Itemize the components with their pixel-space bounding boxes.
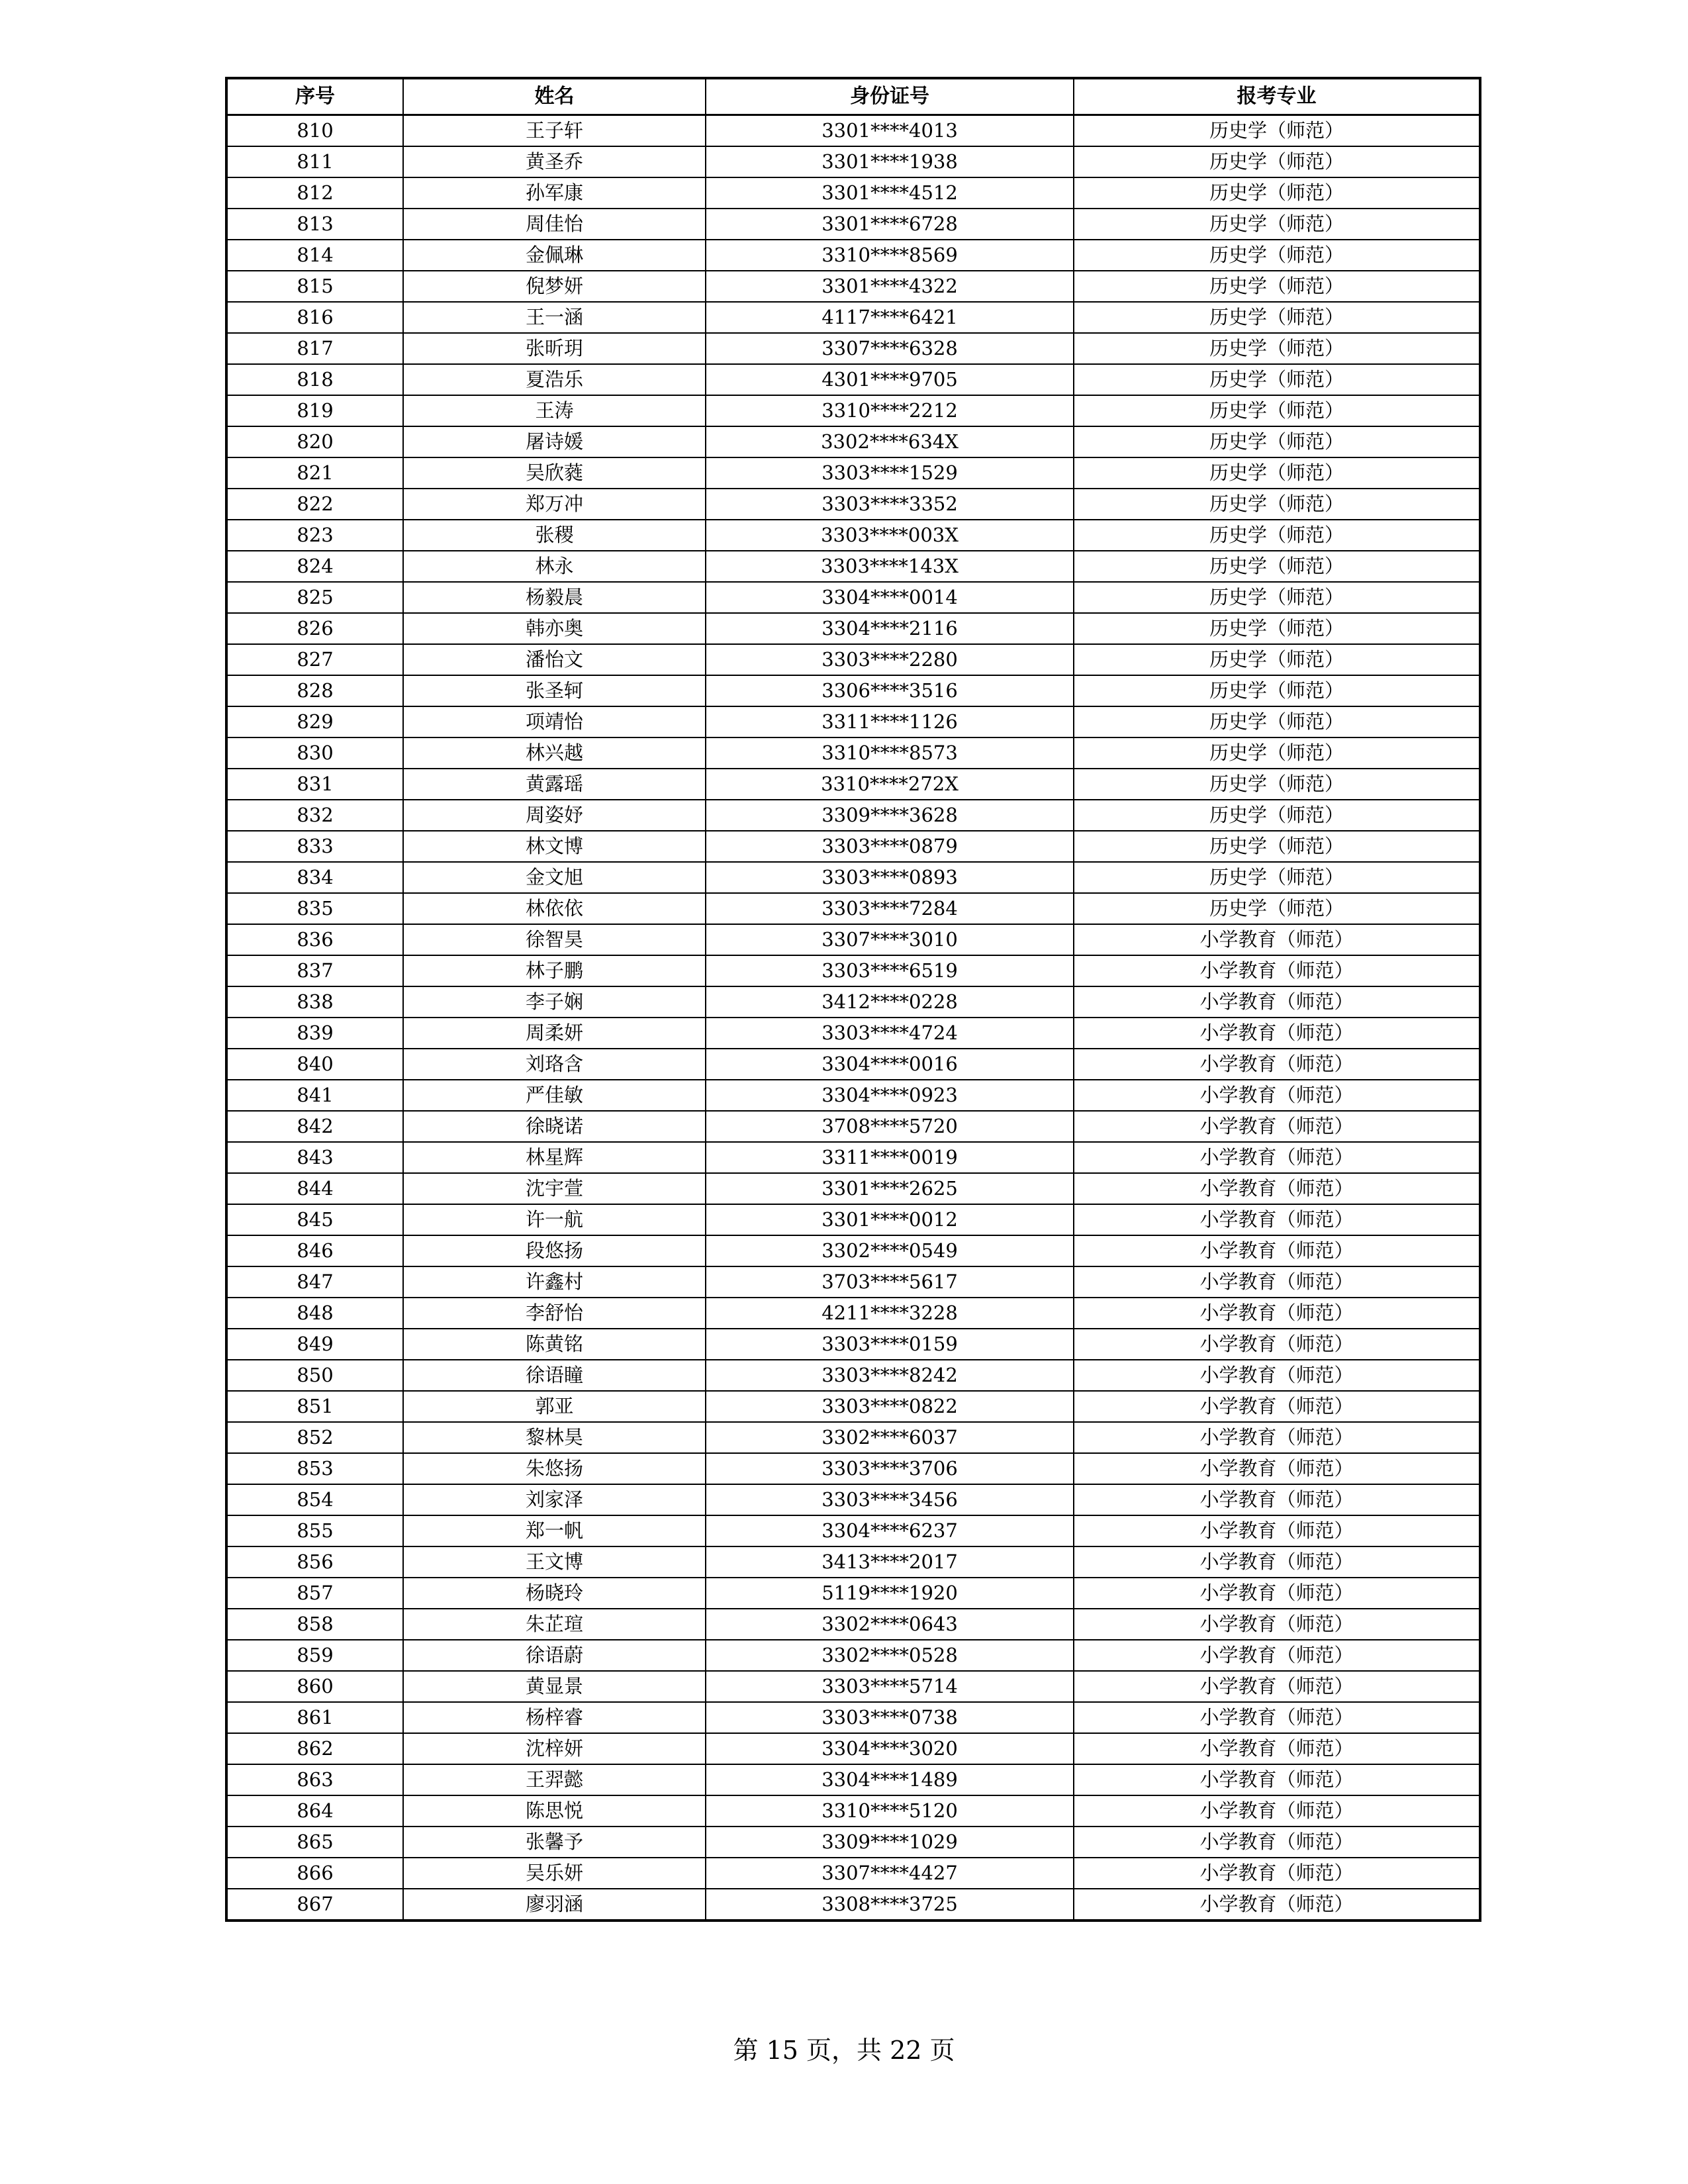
header-major: 报考专业 [1074, 78, 1480, 115]
cell-name: 杨晓玲 [403, 1578, 706, 1609]
cell-id-number: 3303****0893 [706, 862, 1074, 893]
table-body [226, 115, 1480, 1921]
table-row [226, 1733, 1480, 1764]
cell-id-number: 3303****0738 [706, 1702, 1074, 1733]
table-row [226, 1142, 1480, 1173]
cell-major: 小学教育（师范） [1074, 1609, 1480, 1640]
cell-name: 周姿妤 [403, 800, 706, 831]
cell-seq: 837 [226, 955, 403, 986]
cell-major: 历史学（师范） [1074, 706, 1480, 737]
cell-major: 历史学（师范） [1074, 520, 1480, 551]
table-row [226, 644, 1480, 675]
cell-major: 历史学（师范） [1074, 862, 1480, 893]
cell-id-number: 3303****0822 [706, 1391, 1074, 1422]
table-row [226, 1266, 1480, 1298]
cell-name: 刘家泽 [403, 1484, 706, 1515]
cell-name: 林文博 [403, 831, 706, 862]
cell-name: 王子轩 [403, 115, 706, 147]
cell-id-number: 5119****1920 [706, 1578, 1074, 1609]
cell-name: 许一航 [403, 1204, 706, 1235]
cell-id-number: 3308****3725 [706, 1889, 1074, 1921]
table-row [226, 1578, 1480, 1609]
table-row [226, 426, 1480, 457]
cell-seq: 858 [226, 1609, 403, 1640]
cell-name: 黄圣乔 [403, 146, 706, 177]
cell-id-number: 4301****9705 [706, 364, 1074, 395]
cell-seq: 811 [226, 146, 403, 177]
cell-id-number: 3311****1126 [706, 706, 1074, 737]
cell-id-number: 3303****4724 [706, 1018, 1074, 1049]
cell-seq: 826 [226, 613, 403, 644]
table-row [226, 1671, 1480, 1702]
table-row [226, 862, 1480, 893]
cell-seq: 864 [226, 1795, 403, 1827]
cell-major: 小学教育（师范） [1074, 1484, 1480, 1515]
cell-seq: 865 [226, 1827, 403, 1858]
cell-id-number: 3307****6328 [706, 333, 1074, 364]
cell-name: 黎林昊 [403, 1422, 706, 1453]
cell-name: 林子鹏 [403, 955, 706, 986]
page-number: 第 15 页，共 22 页 [733, 2036, 955, 2065]
cell-seq: 854 [226, 1484, 403, 1515]
cell-seq: 813 [226, 209, 403, 240]
cell-name: 张馨予 [403, 1827, 706, 1858]
table-row [226, 986, 1480, 1018]
cell-name: 徐语瞳 [403, 1360, 706, 1391]
cell-seq: 834 [226, 862, 403, 893]
cell-id-number: 3303****7284 [706, 893, 1074, 924]
cell-seq: 843 [226, 1142, 403, 1173]
table-row [226, 240, 1480, 271]
cell-major: 小学教育（师范） [1074, 1360, 1480, 1391]
cell-seq: 859 [226, 1640, 403, 1671]
cell-name: 金佩琳 [403, 240, 706, 271]
cell-major: 历史学（师范） [1074, 613, 1480, 644]
cell-id-number: 3302****6037 [706, 1422, 1074, 1453]
table-row [226, 115, 1480, 147]
table-row [226, 364, 1480, 395]
cell-id-number: 3304****2116 [706, 613, 1074, 644]
cell-major: 历史学（师范） [1074, 675, 1480, 706]
cell-seq: 833 [226, 831, 403, 862]
cell-major: 历史学（师范） [1074, 769, 1480, 800]
cell-id-number: 3301****1938 [706, 146, 1074, 177]
table-row [226, 1018, 1480, 1049]
cell-major: 历史学（师范） [1074, 146, 1480, 177]
table-row [226, 520, 1480, 551]
table-row [226, 924, 1480, 955]
cell-seq: 827 [226, 644, 403, 675]
table-row [226, 1764, 1480, 1795]
cell-id-number: 3708****5720 [706, 1111, 1074, 1142]
cell-major: 历史学（师范） [1074, 333, 1480, 364]
table-row [226, 1422, 1480, 1453]
cell-major: 小学教育（师范） [1074, 1733, 1480, 1764]
table-row [226, 1235, 1480, 1266]
cell-major: 历史学（师范） [1074, 893, 1480, 924]
cell-name: 金文旭 [403, 862, 706, 893]
table-row [226, 1702, 1480, 1733]
cell-id-number: 3310****2212 [706, 395, 1074, 426]
cell-major: 小学教育（师范） [1074, 1111, 1480, 1142]
cell-id-number: 3303****003X [706, 520, 1074, 551]
cell-major: 历史学（师范） [1074, 115, 1480, 147]
cell-major: 小学教育（师范） [1074, 1764, 1480, 1795]
cell-name: 王文博 [403, 1546, 706, 1578]
cell-name: 沈梓妍 [403, 1733, 706, 1764]
header-id-number: 身份证号 [706, 78, 1074, 115]
table-row [226, 457, 1480, 489]
cell-seq: 866 [226, 1858, 403, 1889]
cell-major: 历史学（师范） [1074, 800, 1480, 831]
cell-name: 徐智昊 [403, 924, 706, 955]
table-row [226, 800, 1480, 831]
table-row [226, 177, 1480, 209]
cell-major: 小学教育（师范） [1074, 1889, 1480, 1921]
cell-id-number: 3301****4322 [706, 271, 1074, 302]
cell-id-number: 3703****5617 [706, 1266, 1074, 1298]
cell-id-number: 3302****0643 [706, 1609, 1074, 1640]
cell-name: 刘珞含 [403, 1049, 706, 1080]
cell-id-number: 3303****3456 [706, 1484, 1074, 1515]
cell-seq: 842 [226, 1111, 403, 1142]
cell-major: 小学教育（师范） [1074, 924, 1480, 955]
cell-major: 小学教育（师范） [1074, 1235, 1480, 1266]
table-row [226, 1173, 1480, 1204]
table-row [226, 1453, 1480, 1484]
table-row [226, 1484, 1480, 1515]
cell-major: 历史学（师范） [1074, 644, 1480, 675]
cell-seq: 852 [226, 1422, 403, 1453]
cell-seq: 846 [226, 1235, 403, 1266]
cell-seq: 838 [226, 986, 403, 1018]
cell-major: 历史学（师范） [1074, 271, 1480, 302]
cell-name: 徐晓诺 [403, 1111, 706, 1142]
table-row [226, 1515, 1480, 1546]
cell-name: 韩亦奥 [403, 613, 706, 644]
cell-id-number: 3307****4427 [706, 1858, 1074, 1889]
cell-id-number: 3307****3010 [706, 924, 1074, 955]
cell-major: 历史学（师范） [1074, 364, 1480, 395]
cell-name: 林星辉 [403, 1142, 706, 1173]
cell-name: 周柔妍 [403, 1018, 706, 1049]
cell-name: 张圣轲 [403, 675, 706, 706]
cell-name: 杨毅晨 [403, 582, 706, 613]
cell-major: 历史学（师范） [1074, 209, 1480, 240]
cell-id-number: 3304****1489 [706, 1764, 1074, 1795]
cell-major: 小学教育（师范） [1074, 1018, 1480, 1049]
table-row [226, 271, 1480, 302]
cell-seq: 845 [226, 1204, 403, 1235]
table-row [226, 1298, 1480, 1329]
cell-id-number: 3303****0159 [706, 1329, 1074, 1360]
header-name: 姓名 [403, 78, 706, 115]
cell-name: 林永 [403, 551, 706, 582]
cell-major: 小学教育（师范） [1074, 1173, 1480, 1204]
cell-name: 杨梓睿 [403, 1702, 706, 1733]
cell-id-number: 3301****6728 [706, 209, 1074, 240]
cell-major: 小学教育（师范） [1074, 1422, 1480, 1453]
cell-id-number: 3304****0014 [706, 582, 1074, 613]
cell-seq: 819 [226, 395, 403, 426]
cell-name: 张昕玥 [403, 333, 706, 364]
table-row [226, 1858, 1480, 1889]
cell-seq: 824 [226, 551, 403, 582]
table-row [226, 893, 1480, 924]
cell-major: 小学教育（师范） [1074, 1298, 1480, 1329]
cell-seq: 812 [226, 177, 403, 209]
cell-name: 林兴越 [403, 737, 706, 769]
table-row [226, 831, 1480, 862]
cell-seq: 856 [226, 1546, 403, 1578]
cell-seq: 822 [226, 489, 403, 520]
cell-id-number: 3412****0228 [706, 986, 1074, 1018]
cell-seq: 835 [226, 893, 403, 924]
cell-name: 郑一帆 [403, 1515, 706, 1546]
cell-name: 李子娴 [403, 986, 706, 1018]
cell-name: 林依依 [403, 893, 706, 924]
cell-seq: 849 [226, 1329, 403, 1360]
cell-id-number: 3301****4512 [706, 177, 1074, 209]
cell-seq: 817 [226, 333, 403, 364]
cell-seq: 818 [226, 364, 403, 395]
table-row [226, 1329, 1480, 1360]
cell-id-number: 3303****6519 [706, 955, 1074, 986]
cell-id-number: 3301****0012 [706, 1204, 1074, 1235]
cell-seq: 836 [226, 924, 403, 955]
cell-id-number: 3302****0549 [706, 1235, 1074, 1266]
header-seq: 序号 [226, 78, 403, 115]
cell-seq: 815 [226, 271, 403, 302]
cell-seq: 850 [226, 1360, 403, 1391]
cell-seq: 831 [226, 769, 403, 800]
cell-seq: 860 [226, 1671, 403, 1702]
cell-name: 孙军康 [403, 177, 706, 209]
cell-seq: 861 [226, 1702, 403, 1733]
cell-major: 小学教育（师范） [1074, 1204, 1480, 1235]
cell-name: 段悠扬 [403, 1235, 706, 1266]
table-row [226, 613, 1480, 644]
cell-major: 小学教育（师范） [1074, 1453, 1480, 1484]
cell-id-number: 3301****2625 [706, 1173, 1074, 1204]
cell-name: 潘怡文 [403, 644, 706, 675]
cell-name: 黄显景 [403, 1671, 706, 1702]
table-row [226, 769, 1480, 800]
cell-name: 屠诗媛 [403, 426, 706, 457]
cell-major: 历史学（师范） [1074, 737, 1480, 769]
cell-id-number: 4117****6421 [706, 302, 1074, 333]
cell-major: 历史学（师范） [1074, 489, 1480, 520]
table-row [226, 737, 1480, 769]
cell-major: 历史学（师范） [1074, 240, 1480, 271]
cell-id-number: 3310****272X [706, 769, 1074, 800]
cell-major: 小学教育（师范） [1074, 1640, 1480, 1671]
cell-major: 小学教育（师范） [1074, 1329, 1480, 1360]
cell-seq: 862 [226, 1733, 403, 1764]
cell-seq: 857 [226, 1578, 403, 1609]
table-row [226, 706, 1480, 737]
cell-seq: 823 [226, 520, 403, 551]
cell-id-number: 3304****0923 [706, 1080, 1074, 1111]
table-row [226, 675, 1480, 706]
cell-name: 夏浩乐 [403, 364, 706, 395]
roster-table [225, 77, 1481, 1922]
table-row [226, 1360, 1480, 1391]
cell-major: 小学教育（师范） [1074, 1827, 1480, 1858]
cell-seq: 863 [226, 1764, 403, 1795]
cell-name: 项靖怡 [403, 706, 706, 737]
table-row [226, 1609, 1480, 1640]
cell-major: 小学教育（师范） [1074, 1795, 1480, 1827]
cell-major: 小学教育（师范） [1074, 1578, 1480, 1609]
table-row [226, 1080, 1480, 1111]
cell-major: 历史学（师范） [1074, 831, 1480, 862]
cell-seq: 853 [226, 1453, 403, 1484]
cell-major: 小学教育（师范） [1074, 1515, 1480, 1546]
table-header [226, 78, 1480, 115]
cell-name: 张稷 [403, 520, 706, 551]
cell-name: 朱芷瑄 [403, 1609, 706, 1640]
cell-name: 黄露瑶 [403, 769, 706, 800]
cell-name: 王涛 [403, 395, 706, 426]
table-row [226, 551, 1480, 582]
table-row [226, 1204, 1480, 1235]
cell-major: 小学教育（师范） [1074, 1702, 1480, 1733]
table-row [226, 146, 1480, 177]
table-row [226, 1111, 1480, 1142]
cell-seq: 847 [226, 1266, 403, 1298]
cell-name: 陈黄铭 [403, 1329, 706, 1360]
cell-major: 历史学（师范） [1074, 582, 1480, 613]
cell-major: 小学教育（师范） [1074, 1142, 1480, 1173]
table-row [226, 489, 1480, 520]
cell-seq: 867 [226, 1889, 403, 1921]
cell-seq: 855 [226, 1515, 403, 1546]
cell-id-number: 3304****0016 [706, 1049, 1074, 1080]
cell-name: 郭亚 [403, 1391, 706, 1422]
cell-name: 严佳敏 [403, 1080, 706, 1111]
cell-name: 吴乐妍 [403, 1858, 706, 1889]
cell-name: 周佳怡 [403, 209, 706, 240]
cell-id-number: 3304****3020 [706, 1733, 1074, 1764]
cell-id-number: 4211****3228 [706, 1298, 1074, 1329]
cell-major: 小学教育（师范） [1074, 955, 1480, 986]
cell-seq: 840 [226, 1049, 403, 1080]
table-row [226, 209, 1480, 240]
cell-id-number: 3309****3628 [706, 800, 1074, 831]
cell-id-number: 3310****8573 [706, 737, 1074, 769]
table-row [226, 1827, 1480, 1858]
cell-seq: 832 [226, 800, 403, 831]
cell-major: 历史学（师范） [1074, 302, 1480, 333]
cell-seq: 828 [226, 675, 403, 706]
cell-id-number: 3301****4013 [706, 115, 1074, 147]
cell-major: 小学教育（师范） [1074, 1080, 1480, 1111]
table-row [226, 1391, 1480, 1422]
cell-id-number: 3303****3706 [706, 1453, 1074, 1484]
table-row [226, 955, 1480, 986]
cell-name: 李舒怡 [403, 1298, 706, 1329]
cell-name: 陈思悦 [403, 1795, 706, 1827]
cell-major: 小学教育（师范） [1074, 1858, 1480, 1889]
table-row [226, 302, 1480, 333]
cell-name: 倪梦妍 [403, 271, 706, 302]
cell-id-number: 3310****8569 [706, 240, 1074, 271]
cell-id-number: 3303****8242 [706, 1360, 1074, 1391]
cell-major: 历史学（师范） [1074, 457, 1480, 489]
cell-seq: 848 [226, 1298, 403, 1329]
cell-seq: 821 [226, 457, 403, 489]
cell-seq: 820 [226, 426, 403, 457]
cell-seq: 844 [226, 1173, 403, 1204]
cell-id-number: 3303****143X [706, 551, 1074, 582]
cell-name: 郑万冲 [403, 489, 706, 520]
cell-name: 徐语蔚 [403, 1640, 706, 1671]
cell-seq: 851 [226, 1391, 403, 1422]
cell-seq: 841 [226, 1080, 403, 1111]
cell-id-number: 3302****0528 [706, 1640, 1074, 1671]
cell-name: 王羿懿 [403, 1764, 706, 1795]
cell-seq: 829 [226, 706, 403, 737]
cell-name: 朱悠扬 [403, 1453, 706, 1484]
cell-id-number: 3303****3352 [706, 489, 1074, 520]
cell-major: 历史学（师范） [1074, 426, 1480, 457]
header-row [226, 78, 1480, 115]
cell-name: 廖羽涵 [403, 1889, 706, 1921]
cell-major: 小学教育（师范） [1074, 1391, 1480, 1422]
cell-id-number: 3303****1529 [706, 457, 1074, 489]
cell-name: 沈宇萱 [403, 1173, 706, 1204]
cell-seq: 825 [226, 582, 403, 613]
cell-id-number: 3302****634X [706, 426, 1074, 457]
table-row [226, 395, 1480, 426]
cell-id-number: 3306****3516 [706, 675, 1074, 706]
cell-id-number: 3413****2017 [706, 1546, 1074, 1578]
cell-major: 小学教育（师范） [1074, 1546, 1480, 1578]
cell-id-number: 3309****1029 [706, 1827, 1074, 1858]
table-row [226, 333, 1480, 364]
cell-major: 小学教育（师范） [1074, 1671, 1480, 1702]
cell-major: 历史学（师范） [1074, 177, 1480, 209]
cell-seq: 814 [226, 240, 403, 271]
cell-seq: 816 [226, 302, 403, 333]
cell-id-number: 3310****5120 [706, 1795, 1074, 1827]
table-row [226, 1795, 1480, 1827]
table-row [226, 582, 1480, 613]
cell-seq: 839 [226, 1018, 403, 1049]
cell-major: 小学教育（师范） [1074, 1266, 1480, 1298]
cell-id-number: 3303****2280 [706, 644, 1074, 675]
cell-seq: 830 [226, 737, 403, 769]
cell-name: 吴欣蕤 [403, 457, 706, 489]
table-row [226, 1546, 1480, 1578]
cell-major: 历史学（师范） [1074, 395, 1480, 426]
cell-id-number: 3311****0019 [706, 1142, 1074, 1173]
cell-seq: 810 [226, 115, 403, 147]
cell-id-number: 3303****5714 [706, 1671, 1074, 1702]
table-row [226, 1889, 1480, 1921]
cell-major: 小学教育（师范） [1074, 986, 1480, 1018]
cell-major: 小学教育（师范） [1074, 1049, 1480, 1080]
table-row [226, 1640, 1480, 1671]
cell-id-number: 3303****0879 [706, 831, 1074, 862]
cell-major: 历史学（师范） [1074, 551, 1480, 582]
cell-name: 王一涵 [403, 302, 706, 333]
cell-name: 许鑫村 [403, 1266, 706, 1298]
table-row [226, 1049, 1480, 1080]
cell-id-number: 3304****6237 [706, 1515, 1074, 1546]
